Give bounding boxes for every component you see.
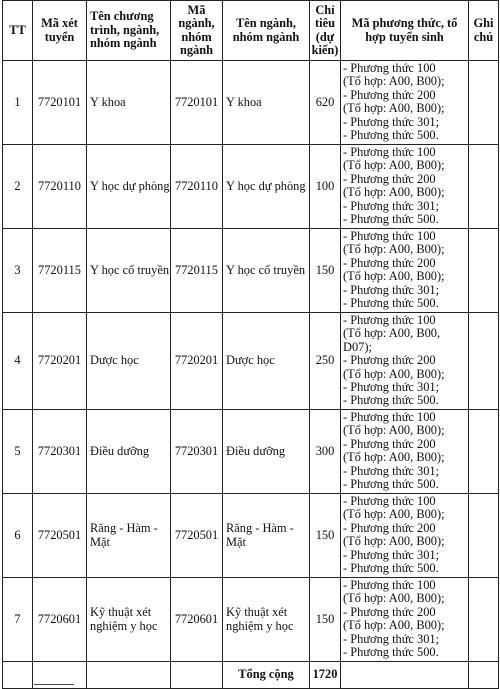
method-line: - Phương thức 100 (343, 494, 436, 508)
method-line: (Tổ hợp: A00, B00); (343, 158, 445, 173)
method-line: - Phương thức 301; (343, 198, 440, 213)
page-fragment-line (34, 684, 74, 685)
header-chi-tieu: Chỉ tiêu (dự kiến) (310, 1, 341, 61)
cell-ma-nganh: 7720201 (171, 313, 223, 410)
cell-tt: 6 (3, 494, 33, 578)
cell-ten-chuong-trinh: Răng - Hàm - Mặt (87, 494, 171, 578)
method-line: - Phương thức 301; (343, 380, 440, 395)
method-line: - Phương thức 200 (343, 520, 436, 535)
cell-ma-nganh: 7720110 (171, 145, 223, 229)
method-line: - Phương thức 500. (343, 212, 439, 227)
cell-tt: 4 (3, 313, 33, 410)
method-line: (Tổ hợp: A00, B00); (343, 507, 445, 522)
table-row (3, 61, 499, 145)
cell-ten-nganh: Điều dưỡng (223, 410, 310, 494)
method-line: - Phương thức 200 (343, 255, 436, 270)
method-line: - Phương thức 500. (343, 296, 439, 311)
method-line: (Tổ hợp: A00, B00); (343, 366, 445, 381)
table-row (3, 229, 499, 313)
method-line: - Phương thức 100 (343, 313, 436, 327)
cell-chi-tieu: 250 (310, 313, 341, 410)
cell-methods (341, 61, 469, 145)
cell-ghi-chu (469, 229, 499, 313)
method-line: - Phương thức 200 (343, 87, 436, 102)
cell-ma-nganh: 7720115 (171, 229, 223, 313)
method-line: (Tổ hợp: A00, B00); (343, 101, 445, 116)
cell-methods (341, 229, 469, 313)
admission-table (2, 0, 499, 689)
method-line: - Phương thức 500. (343, 645, 439, 660)
cell-ma-nganh: 7720101 (171, 61, 223, 145)
cell-ten-nganh: Y khoa (223, 61, 310, 145)
cell-ten-nganh: Dược học (223, 313, 310, 410)
method-line: - Phương thức 500. (343, 477, 439, 492)
cell-chi-tieu: 100 (310, 145, 341, 229)
header-ghi-chu: Ghi chú (469, 1, 499, 61)
cell-ten-chuong-trinh: Kỹ thuật xét nghiệm y học (87, 578, 171, 662)
method-line: - Phương thức 301; (343, 631, 440, 646)
method-line: - Phương thức 301; (343, 282, 440, 297)
method-line: - Phương thức 100 (343, 145, 436, 159)
cell-ten-chuong-trinh: Y khoa (87, 61, 171, 145)
cell-ten-nganh: Kỹ thuật xét nghiệm y học (223, 578, 310, 662)
method-line: - Phương thức 301; (343, 114, 440, 129)
cell-tt: 7 (3, 578, 33, 662)
method-line: - Phương thức 200 (343, 604, 436, 619)
cell-ghi-chu (469, 494, 499, 578)
cell-ma-nganh: 7720601 (171, 578, 223, 662)
cell-methods (341, 494, 469, 578)
table-row (3, 410, 499, 494)
cell-ma-xet-tuyen: 7720601 (33, 578, 87, 662)
cell-chi-tieu: 620 (310, 61, 341, 145)
cell-tt: 1 (3, 61, 33, 145)
method-line: (Tổ hợp: A00, B00); (343, 269, 445, 284)
method-line: - Phương thức 200 (343, 353, 436, 368)
method-line: - Phương thức 200 (343, 171, 436, 186)
cell-ma-xet-tuyen: 7720101 (33, 61, 87, 145)
cell-ma-xet-tuyen: 7720301 (33, 410, 87, 494)
method-line: (Tổ hợp: A00, B00); (343, 618, 445, 633)
cell-empty (171, 662, 223, 689)
cell-empty (469, 662, 499, 689)
cell-ma-xet-tuyen: 7720115 (33, 229, 87, 313)
header-ten-chuong-trinh: Tên chương trình, ngành, nhóm ngành (87, 1, 171, 61)
cell-ten-chuong-trinh: Y học cổ truyền (87, 229, 171, 313)
cell-ten-nganh: Y học cổ truyền (223, 229, 310, 313)
method-line: - Phương thức 301; (343, 463, 440, 478)
method-line: - Phương thức 500. (343, 393, 439, 408)
header-row (3, 1, 499, 61)
cell-chi-tieu: 150 (310, 578, 341, 662)
cell-ten-chuong-trinh: Điều dưỡng (87, 410, 171, 494)
table-row (3, 578, 499, 662)
method-line: - Phương thức 100 (343, 61, 436, 75)
method-line: - Phương thức 200 (343, 436, 436, 451)
method-line: - Phương thức 500. (343, 128, 439, 143)
method-line: (Tổ hợp: A00, B00); (343, 591, 445, 606)
header-ma-phuong-thuc: Mã phương thức, tổ hợp tuyển sinh (341, 1, 469, 61)
method-line: (Tổ hợp: A00, B00, (343, 326, 441, 341)
cell-ghi-chu (469, 61, 499, 145)
cell-ten-chuong-trinh: Dược học (87, 313, 171, 410)
cell-tt: 3 (3, 229, 33, 313)
cell-chi-tieu: 150 (310, 229, 341, 313)
cell-tt: 2 (3, 145, 33, 229)
method-line: - Phương thức 301; (343, 547, 440, 562)
cell-ma-xet-tuyen: 7720501 (33, 494, 87, 578)
cell-ghi-chu (469, 313, 499, 410)
total-value: 1720 (310, 662, 341, 689)
method-line: (Tổ hợp: A00, B00); (343, 423, 445, 438)
cell-ma-xet-tuyen: 7720201 (33, 313, 87, 410)
method-line: D07); (343, 339, 372, 354)
cell-empty (3, 662, 33, 689)
cell-methods (341, 410, 469, 494)
table-row (3, 145, 499, 229)
cell-ghi-chu (469, 578, 499, 662)
header-ma-xet-tuyen: Mã xét tuyển (33, 1, 87, 61)
method-line: (Tổ hợp: A00, B00); (343, 450, 445, 465)
method-line: (Tổ hợp: A00, B00); (343, 534, 445, 549)
method-line: - Phương thức 100 (343, 578, 436, 592)
cell-chi-tieu: 300 (310, 410, 341, 494)
method-line: (Tổ hợp: A00, B00); (343, 242, 445, 257)
cell-methods (341, 313, 469, 410)
header-tt: TT (3, 1, 33, 61)
table-row (3, 313, 499, 410)
total-row (3, 662, 499, 689)
method-line: (Tổ hợp: A00, B00); (343, 185, 445, 200)
cell-ten-nganh: Răng - Hàm - Mặt (223, 494, 310, 578)
header-ten-nganh: Tên ngành, nhóm ngành (223, 1, 310, 61)
cell-methods (341, 145, 469, 229)
cell-ma-nganh: 7720501 (171, 494, 223, 578)
method-line: - Phương thức 100 (343, 410, 436, 424)
method-line: (Tổ hợp: A00, B00); (343, 74, 445, 89)
cell-empty (341, 662, 469, 689)
table-row (3, 494, 499, 578)
total-label: Tổng cộng (223, 662, 310, 689)
method-line: - Phương thức 100 (343, 229, 436, 243)
method-line: - Phương thức 500. (343, 561, 439, 576)
cell-methods (341, 578, 469, 662)
cell-empty (87, 662, 171, 689)
cell-ma-nganh: 7720301 (171, 410, 223, 494)
cell-ma-xet-tuyen: 7720110 (33, 145, 87, 229)
cell-chi-tieu: 150 (310, 494, 341, 578)
cell-ten-nganh: Y học dự phòng (223, 145, 310, 229)
cell-ghi-chu (469, 410, 499, 494)
cell-ten-chuong-trinh: Y học dự phòng (87, 145, 171, 229)
cell-ghi-chu (469, 145, 499, 229)
header-ma-nganh: Mã ngành, nhóm ngành (171, 1, 223, 61)
cell-tt: 5 (3, 410, 33, 494)
